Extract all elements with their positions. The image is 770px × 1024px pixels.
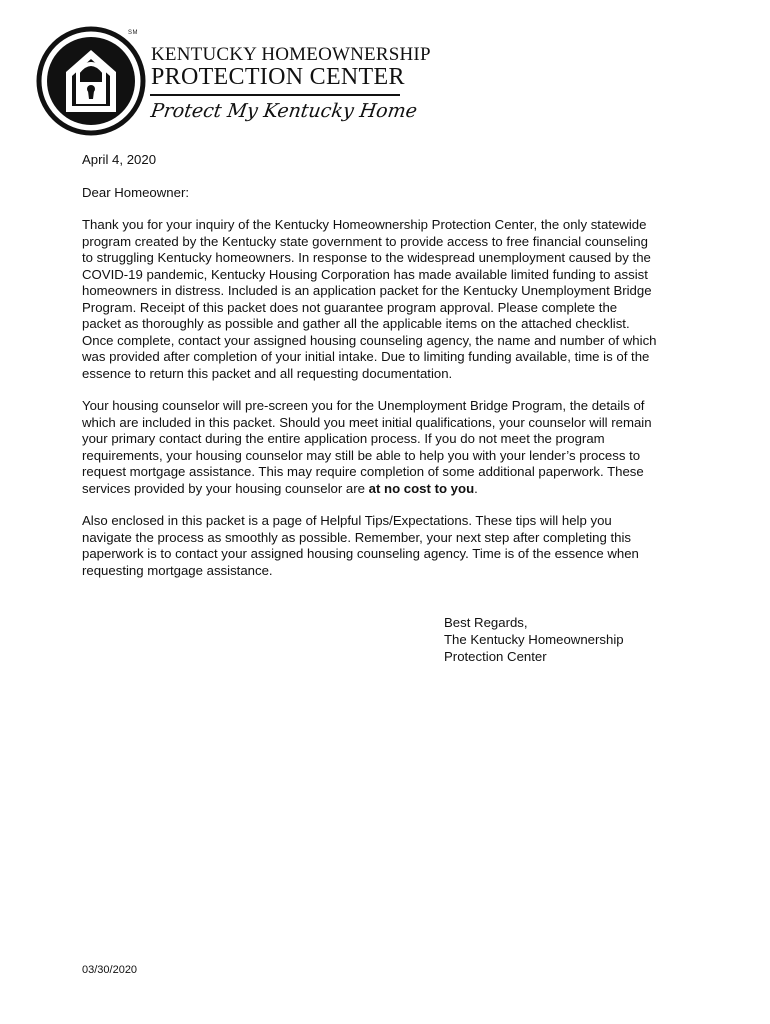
signoff-block [444,614,624,665]
letter-date: April 4, 2020 [82,152,157,167]
paragraph-2-end: . [474,480,478,496]
signature-line-2: Protection Center [444,649,547,664]
salutation: Dear Homeowner: [82,184,190,200]
house-keyhole-icon [36,26,146,136]
letter-body [82,152,702,595]
paragraph-3: Also enclosed in this packet is a page of Helpful Tips/Expectations. These tips will help you navigate the process as smoothly as possible. Remember, your next step after completing this paperwork is to contact your assigned housing counseling agency. Time is of the essence when requesting mortgage assistance. [82,513,639,578]
no-cost-emphasis: at no cost to you [368,480,475,496]
kentucky-homeownership-logo [36,26,431,142]
service-mark: SM [128,30,138,36]
signature-line-1: The Kentucky Homeownership [444,632,624,647]
paragraph-2 [82,398,702,497]
paragraph-2-text: Your housing counselor will pre-screen you for the Unemployment Bridge Program, the details of which are included in this packet. Should you meet initial qualifications, your counselor will remain your primary contact during the entire application process. If you do not meet the program requirements, your housing counselor may still be able to help you with your lender’s process to request mortgage assistance. This may require completion of some additional paperwork. These services provided by your housing counselor are [82,398,652,496]
logo-tagline: Protect My Kentucky Home [149,100,419,122]
footer-date: 03/30/2020 [82,964,138,976]
paragraph-1: Thank you for your inquiry of the Kentucky Homeownership Protection Center, the only statewide program created by the Kentucky state government to provide access to free financial counseling to struggling Kentucky homeowners. In response to the widespread unemployment caused by the COVID-19 pandemic, Kentucky Housing Corporation has made available limited funding to assist homeowners in distress. Included is an application packet for the Kentucky Unemployment Bridge Program. Receipt of this packet does not guarantee program approval. Please complete the packet as thoroughly as possible and gather all the applicable items on the attached checklist. Once complete, contact your assigned housing counseling agency, the name and number of which was provided after completion of your initial intake. Due to limiting funding available, time is of the essence to return this packet and all requesting documentation. [82,217,657,381]
logo-divider [150,94,400,96]
logo-title-line2: PROTECTION CENTER [151,64,405,90]
logo-title-line1: KENTUCKY HOMEOWNERSHIP [151,44,431,65]
closing: Best Regards, [444,615,528,630]
